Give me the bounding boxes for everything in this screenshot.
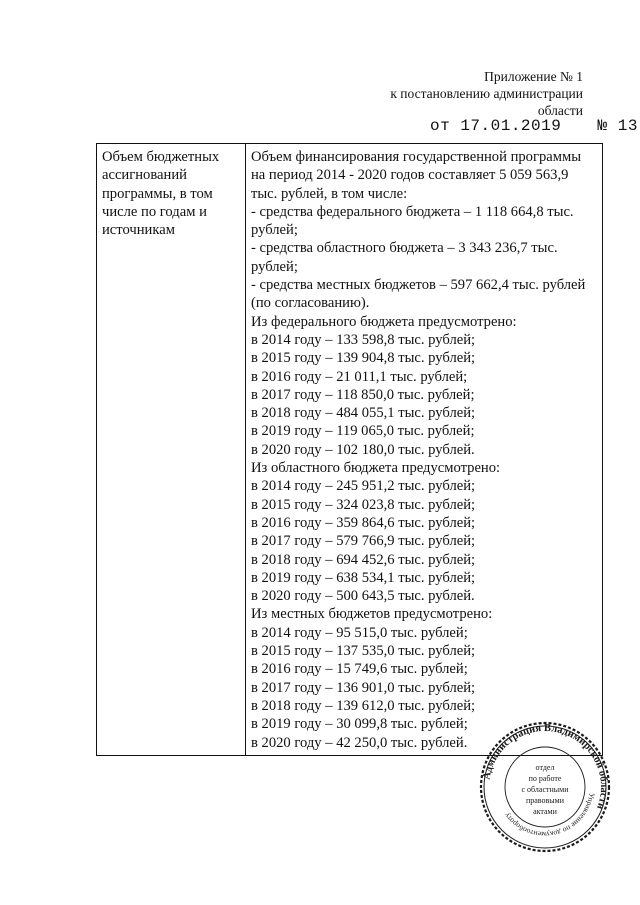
- resolution-date: 17.01.2019: [460, 117, 562, 135]
- row-label-cell: [97, 144, 246, 756]
- list-item: в 2014 году – 133 598,8 тыс. рублей;: [251, 331, 476, 348]
- local-total: - средства местных бюджетов – 597 662,4 тыс. рублей (по согласованию).: [251, 277, 586, 312]
- regional-total: - средства областного бюджета – 3 343 236,7 тыс. рублей;: [251, 240, 558, 275]
- list-item: в 2018 году – 694 452,6 тыс. рублей;: [251, 551, 476, 568]
- list-item: в 2020 году – 102 180,0 тыс. рублей.: [251, 441, 475, 458]
- list-item: в 2014 году – 95 515,0 тыс. рублей;: [251, 624, 468, 641]
- list-item: в 2017 году – 118 850,0 тыс. рублей;: [251, 386, 475, 403]
- seal-inner-line: отдел: [535, 763, 555, 772]
- list-item: в 2019 году – 119 065,0 тыс. рублей;: [251, 423, 475, 440]
- regional-heading: Из областного бюджета предусмотрено:: [251, 460, 501, 477]
- list-item: в 2015 году – 139 904,8 тыс. рублей;: [251, 350, 476, 367]
- list-item: в 2019 году – 30 099,8 тыс. рублей;: [251, 716, 468, 733]
- resolution-number: 13: [617, 117, 638, 135]
- appendix-resolution-line: к постановлению администрации: [390, 86, 583, 101]
- table-row: [97, 144, 603, 756]
- list-item: в 2016 году – 15 749,6 тыс. рублей;: [251, 661, 468, 678]
- seal-inner-line: с областными: [521, 785, 569, 794]
- row-label: Объем бюджетных ассигнований программы, в том числе по годам и источникам: [102, 149, 220, 239]
- list-item: в 2020 году – 500 643,5 тыс. рублей.: [251, 588, 475, 605]
- appendix-title: Приложение № 1: [484, 69, 583, 84]
- financing-total: Объем финансирования государственной программы на период 2014 - 2020 годов составляет 5 059 563,9 тыс. рублей, в том числе:: [251, 149, 582, 202]
- list-item: в 2018 году – 139 612,0 тыс. рублей;: [251, 697, 476, 714]
- list-item: в 2016 году – 359 864,6 тыс. рублей;: [251, 514, 476, 531]
- budget-allocation-table: [96, 143, 603, 756]
- date-number-stamp: [430, 117, 638, 135]
- date-prefix: от: [430, 117, 451, 135]
- seal-ring-text: Управление по документообороту: [502, 792, 597, 840]
- seal-inner-line: по работе: [528, 774, 562, 783]
- seal-inner-line: актами: [533, 807, 557, 816]
- appendix-region-line: области: [537, 103, 583, 118]
- list-item: в 2019 году – 638 534,1 тыс. рублей;: [251, 569, 476, 586]
- list-item: в 2014 году – 245 951,2 тыс. рублей;: [251, 478, 476, 495]
- local-heading: Из местных бюджетов предусмотрено:: [251, 606, 493, 623]
- list-item: в 2017 году – 136 901,0 тыс. рублей;: [251, 679, 476, 696]
- list-item: в 2016 году – 21 011,1 тыс. рублей;: [251, 368, 468, 385]
- list-item: в 2015 году – 137 535,0 тыс. рублей;: [251, 643, 476, 660]
- federal-heading: Из федерального бюджета предусмотрено:: [251, 313, 517, 330]
- list-item: в 2015 году – 324 023,8 тыс. рублей;: [251, 496, 476, 513]
- seal-inner-line: правовыми: [525, 796, 565, 805]
- list-item: в 2020 году – 42 250,0 тыс. рублей.: [251, 734, 468, 751]
- number-sign: №: [597, 117, 608, 135]
- document-header: [390, 68, 583, 119]
- row-content-cell: [246, 144, 603, 756]
- list-item: в 2018 году – 484 055,1 тыс. рублей;: [251, 405, 476, 422]
- list-item: в 2017 году – 579 766,9 тыс. рублей;: [251, 533, 476, 550]
- federal-total: - средства федерального бюджета – 1 118 664,8 тыс. рублей;: [251, 203, 574, 239]
- official-seal: [478, 720, 612, 854]
- seal-outer-text: Администрация Владимирской области: [481, 722, 610, 811]
